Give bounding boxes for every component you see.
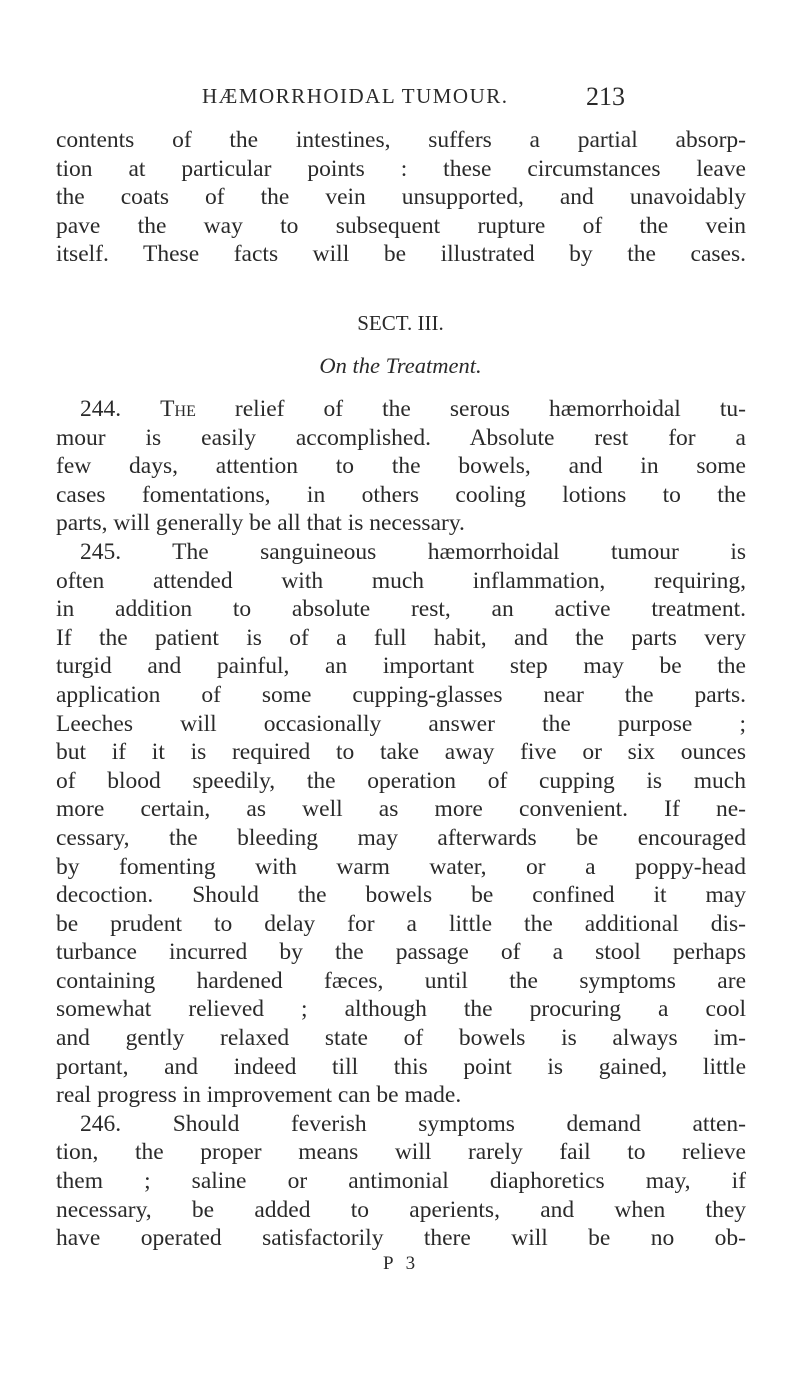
text-line: more certain, as well as more convenient. If ne- xyxy=(56,796,746,823)
text-line: turgid and painful, an important step may be the xyxy=(56,653,746,680)
text-line: few days, attention to the bowels, and in some xyxy=(56,453,746,480)
text-line: them ; saline or antimonial diaphoretics may, if xyxy=(56,1168,746,1195)
running-header: HÆMORRHOIDAL TUMOUR. xyxy=(202,84,509,108)
treatment-text xyxy=(56,395,746,1253)
text-line: necessary, be added to aperients, and when they xyxy=(56,1196,746,1223)
text-line: If the patient is of a full habit, and the parts very xyxy=(56,624,746,651)
text-line: but if it is required to take away five or six ounces xyxy=(56,739,746,766)
text-line: decoction. Should the bowels be confined it may xyxy=(56,882,746,909)
section-heading: SECT. III. xyxy=(357,311,444,335)
text-line: in addition to absolute rest, an active treatment. xyxy=(56,596,746,623)
text-line: contents of the intestines, suffers a partial absorp- xyxy=(56,127,746,153)
text-line: the coats of the vein unsupported, and unavoidably xyxy=(56,184,746,211)
text-line: cases fomentations, in others cooling lotions to the xyxy=(56,481,746,508)
text-line: cessary, the bleeding may afterwards be encouraged xyxy=(56,824,746,851)
text-line: be prudent to delay for a little the additional dis- xyxy=(56,910,746,937)
text-line: portant, and indeed till this point is gained, little xyxy=(56,1053,746,1080)
text-line: real progress in improvement can be made. xyxy=(56,1082,462,1109)
section-subtitle: On the Treatment. xyxy=(319,353,482,378)
paragraph-244-first-line xyxy=(56,395,746,424)
text-line: and gently relaxed state of bowels is always im- xyxy=(56,1025,746,1052)
paragraph-245-first-line: 245. The sanguineous hæmorrhoidal tumour is xyxy=(80,538,746,565)
paragraph-number: 244. xyxy=(80,396,122,422)
text-line: Leeches will occasionally answer the purpose ; xyxy=(56,710,746,737)
text-line: itself. These facts will be illustrated by the cases. xyxy=(56,241,746,268)
text-line: by fomenting with warm water, or a poppy-head xyxy=(56,853,746,880)
text-line: pave the way to subsequent rupture of the vein xyxy=(56,212,746,239)
text-line: parts, will generally be all that is necessary. xyxy=(56,510,465,537)
text-run: relief of the serous hæmorrhoidal tu- xyxy=(234,396,746,422)
intro-paragraph xyxy=(56,126,746,269)
page-number: 213 xyxy=(586,82,625,111)
signature-mark: P 3 xyxy=(383,1253,420,1274)
text-line: application of some cupping-glasses near the parts. xyxy=(56,681,746,708)
text-line: mour is easily accomplished. Absolute rest for a xyxy=(56,424,746,451)
text-line: turbance incurred by the passage of a stool perhaps xyxy=(56,939,746,966)
text-line: tion, the proper means will rarely fail to relieve xyxy=(56,1139,746,1166)
text-line: often attended with much inflammation, requiring, xyxy=(56,567,746,594)
text-line: somewhat relieved ; although the procuring a cool xyxy=(56,996,746,1023)
text-line: of blood speedily, the operation of cupping is much xyxy=(56,767,746,794)
text-line: tion at particular points : these circumstances leave xyxy=(56,155,746,182)
lead-word: The xyxy=(160,396,196,422)
paragraph-246-first-line: 246. Should feverish symptoms demand atten- xyxy=(80,1110,746,1137)
text-line: have operated satisfactorily there will be no ob- xyxy=(56,1225,746,1252)
text-line: containing hardened fæces, until the symptoms are xyxy=(56,967,746,994)
